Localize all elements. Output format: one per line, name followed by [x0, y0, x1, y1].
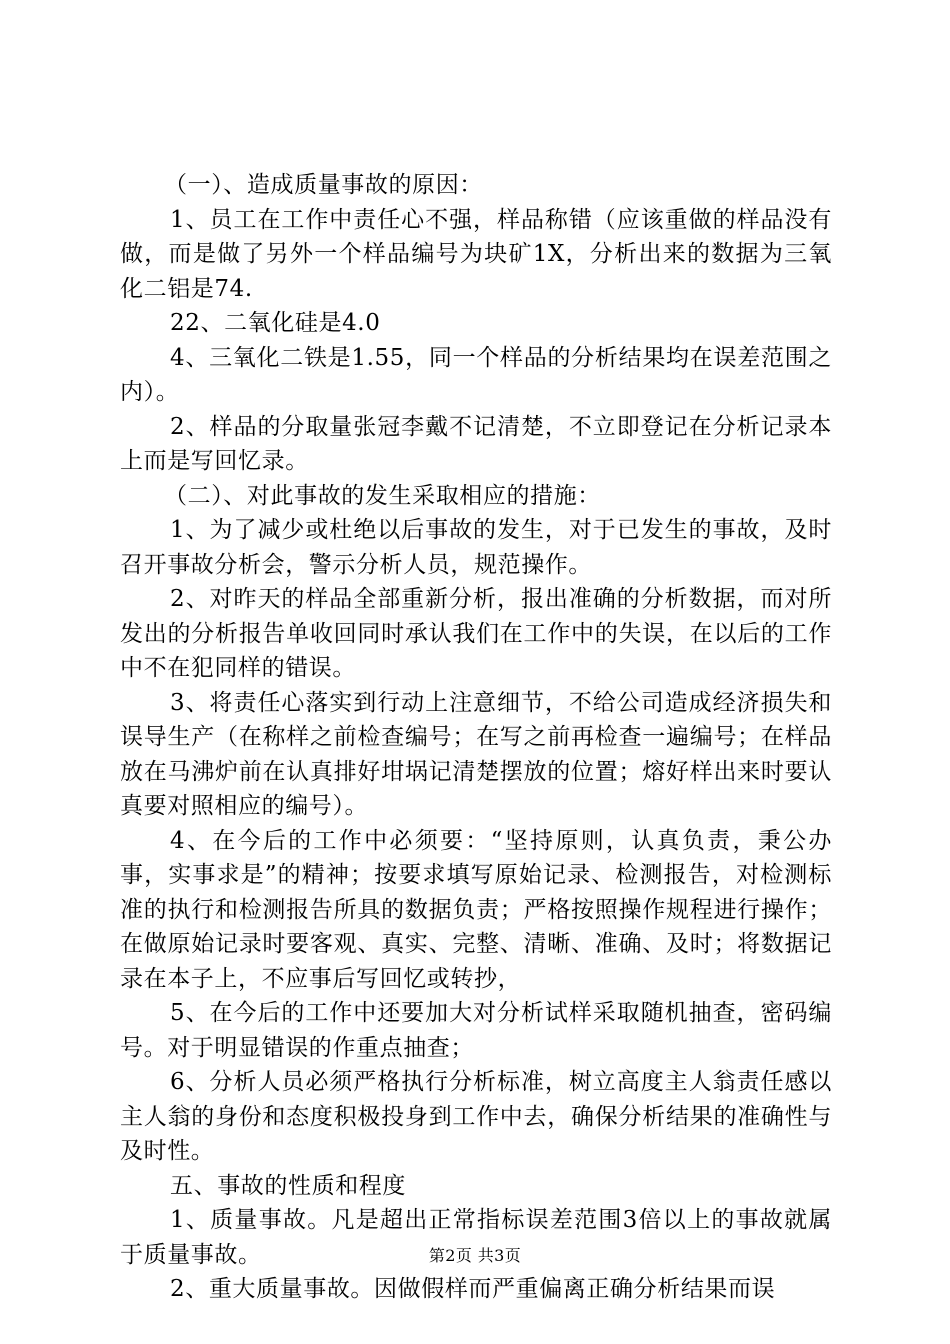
- paragraph: 1、员工在工作中责任心不强，样品称错（应该重做的样品没有做，而是做了另外一个样品编号为块矿1X，分析出来的数据为三氧化二铝是74.: [120, 206, 832, 302]
- paragraph: 4、在今后的工作中必须要：“坚持原则，认真负责，秉公办事，实事求是”的精神；按要求填写原始记录、检测报告，对检测标准的执行和检测报告所具的数据负责；严格按照操作规程进行操作；在做原始记录时要客观、真实、完整、清晰、准确、及时；将数据记录在本子上，不应事后写回忆或转抄，: [120, 827, 832, 992]
- page-number-footer: 第2页 共3页: [428, 1246, 522, 1265]
- paragraph: 2、重大质量事故。因做假样而严重偏离正确分析结果而误: [170, 1276, 776, 1302]
- paragraph: 3、将责任心落实到行动上注意细节，不给公司造成经济损失和误导生产（在称样之前检查编号；在写之前再检查一遍编号；在样品放在马沸炉前在认真排好坩埚记清楚摆放的位置；熔好样出来时要认真要对照相应的编号）。: [120, 689, 832, 819]
- paragraph: 6、分析人员必须严格执行分析标准，树立高度主人翁责任感以主人翁的身份和态度积极投身到工作中去，确保分析结果的准确性与及时性。: [120, 1069, 832, 1164]
- paragraph: 2、对昨天的样品全部重新分析，报出准确的分析数据，而对所发出的分析报告单收回同时承认我们在工作中的失误，在以后的工作中不在犯同样的错误。: [120, 586, 832, 681]
- paragraph: 1、质量事故。凡是超出正常指标误差范围3倍以上的事故就属于质量事故。: [120, 1207, 832, 1268]
- paragraph: 2、样品的分取量张冠李戴不记清楚，不立即登记在分析记录本上而是写回忆录。: [120, 413, 832, 474]
- section-heading-nature: 五、事故的性质和程度: [170, 1172, 406, 1199]
- section-heading-causes: （一）、造成质量事故的原因：: [164, 172, 483, 198]
- document-body: [120, 168, 832, 1307]
- paragraph: 4、三氧化二铁是1.55，同一个样品的分析结果均在误差范围之内）。: [120, 344, 832, 405]
- paragraph: 1、为了减少或杜绝以后事故的发生，对于已发生的事故，及时召开事故分析会，警示分析人员，规范操作。: [120, 517, 832, 578]
- section-heading-measures: （二）、对此事故的发生采取相应的措施：: [164, 482, 601, 509]
- paragraph: 22、二氧化硅是4.0: [170, 310, 381, 336]
- paragraph: 5、在今后的工作中还要加大对分析试样采取随机抽查，密码编号。对于明显错误的作重点抽查；: [120, 1000, 832, 1061]
